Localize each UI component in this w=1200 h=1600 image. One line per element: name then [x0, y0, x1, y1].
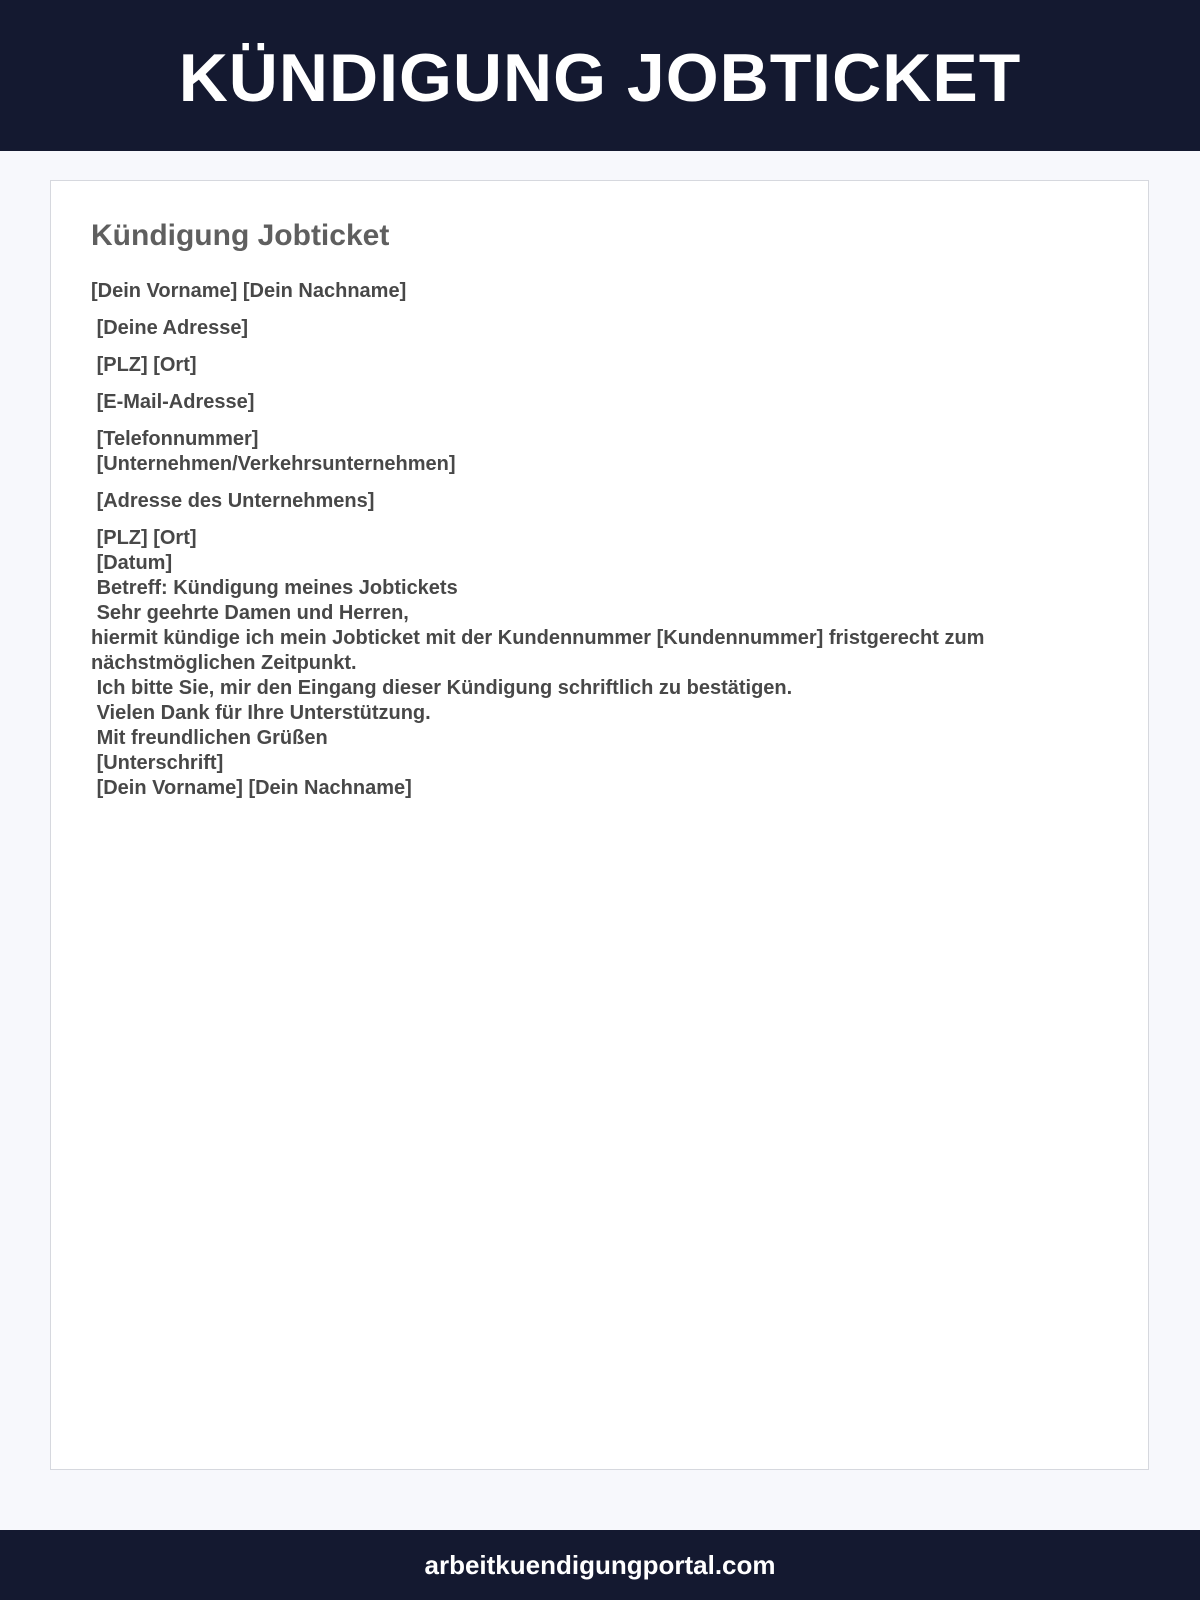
sender-phone-line: [Telefonnummer]: [91, 428, 259, 450]
recipient-city-line: [PLZ] [Ort]: [91, 527, 197, 549]
document-title: Kündigung Jobticket: [91, 219, 390, 252]
recipient-company-line: [Unternehmen/Verkehrsunternehmen]: [91, 453, 456, 475]
thanks-line: Vielen Dank für Ihre Unterstützung.: [91, 702, 431, 724]
sender-address-line: [Deine Adresse]: [91, 317, 249, 339]
salutation-line: Sehr geehrte Damen und Herren,: [91, 602, 409, 624]
sender-name-line: [Dein Vorname] [Dein Nachname]: [91, 280, 407, 302]
banner-title: KÜNDIGUNG JOBTICKET: [178, 39, 1022, 116]
body-paragraph: hiermit kündige ich mein Jobticket mit der Kundennummer [Kundennummer] fristgerecht zum nächstmöglichen Zeitpunkt.: [91, 627, 991, 674]
sender-email-line: [E-Mail-Adresse]: [91, 391, 255, 413]
footer-site-link[interactable]: arbeitkuendigungportal.com: [424, 1549, 776, 1580]
signature-line: [Unterschrift]: [91, 752, 224, 774]
letter-card: [50, 180, 1149, 1470]
header-banner: [0, 0, 1200, 151]
letter-body: [91, 279, 1101, 801]
signer-name-line: [Dein Vorname] [Dein Nachname]: [91, 777, 412, 799]
sender-city-line: [PLZ] [Ort]: [91, 354, 197, 376]
date-line: [Datum]: [91, 552, 173, 574]
footer-banner: [0, 1530, 1200, 1600]
subject-line: Betreff: Kündigung meines Jobtickets: [91, 577, 458, 599]
confirmation-request-line: Ich bitte Sie, mir den Eingang dieser Kündigung schriftlich zu bestätigen.: [91, 677, 793, 699]
recipient-address-line: [Adresse des Unternehmens]: [91, 490, 375, 512]
closing-line: Mit freundlichen Grüßen: [91, 727, 328, 749]
